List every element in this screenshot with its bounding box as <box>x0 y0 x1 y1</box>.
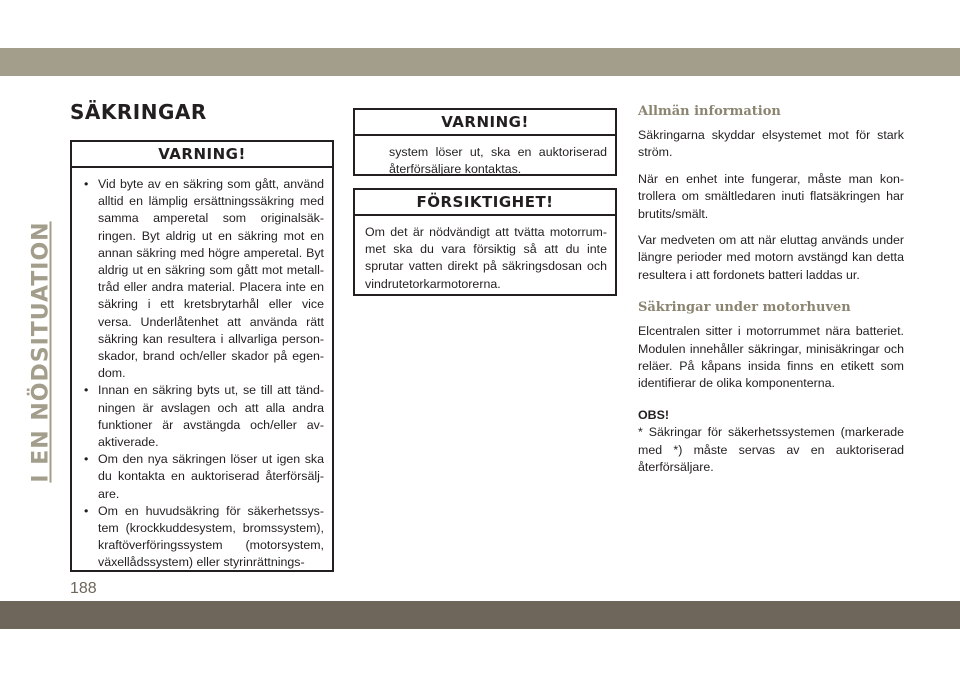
warning-item: • Vid byte av en säkring som gått, använd alltid en lämplig ersättningssäkring med samma amperetal som originalsäkringen. Byt aldrig ut en säkring mot en annan säkring med högre amperetal. Byt aldrig ut en säkring som gått mot metalltråd eller andra material. Placera inte en säkring i ett kretsbrytarhål eller vice versa. Underlåtenhet att använda rätt säkring kan resultera i allvarliga personskador, brand och/eller skador på egendom. <box>82 176 324 382</box>
section-title: SÄKRINGAR <box>70 100 207 124</box>
underhood-fuses-paragraph: Elcentralen sitter i motorrummet nära batteriet. Modulen innehåller säkringar, minisäkringar och reläer. På kåpans insida finns en etikett som identifierar de olika komponenterna. <box>638 324 904 391</box>
column-left <box>70 140 334 572</box>
warning-title: VARNING! <box>72 142 332 168</box>
general-info-paragraph: När en enhet inte fungerar, måste man kontrollera om smältledaren inuti flatsäkringen har brutits/smält. <box>638 171 904 221</box>
general-info-paragraph: Var medveten om att när eluttag används under längre perioder med motorn avstängd kan detta resultera i att fordonets batteri laddas ur. <box>638 233 904 282</box>
caution-text: Om det är nödvändigt att tvätta motorrummet ska du vara försiktig så att du inte sprutar vatten direkt på säkringsdosan och vindrutetorkarmotorerna. <box>365 225 607 291</box>
warning-item: • Om en huvudsäkring för säkerhetssystem (krockkuddesystem, bromssystem), kraftöverföringssystem (motorsystem, växellådssystem) eller styrinrättnings- <box>82 503 324 572</box>
warning-continued-title: VARNING! <box>355 110 615 136</box>
footer-band <box>0 601 960 629</box>
chapter-side-tab-label: I EN NÖDSITUATION <box>28 221 54 483</box>
general-info-paragraph: Säkringarna skyddar elsystemet mot för stark ström. <box>638 128 904 160</box>
column-right <box>638 104 904 486</box>
note-label: OBS! <box>638 407 669 422</box>
general-info-heading: Allmän information <box>638 104 781 119</box>
warning-list <box>82 176 324 572</box>
page-number: 188 <box>70 580 97 597</box>
header-band <box>0 48 960 76</box>
warning-item: • Om den nya säkringen löser ut igen ska du kontakta en auktoriserad återförsäljare. <box>82 451 324 503</box>
chapter-side-tab <box>28 106 54 598</box>
underhood-fuses-heading: Säkringar under motorhuven <box>638 300 851 316</box>
caution-title: FÖRSIKTIGHET! <box>355 190 615 216</box>
caution-box <box>353 188 617 296</box>
note-text: * Säkringar för säkerhetssystemen (markerade med *) måste servas av en auktoriserad återförsäljare. <box>638 425 904 475</box>
warning-continued-text: system löser ut, ska en auktoriserad återförsäljare kontaktas. <box>389 145 607 177</box>
column-middle <box>353 108 617 296</box>
warning-continued-box <box>353 108 617 176</box>
warning-item: • Innan en säkring byts ut, se till att tändningen är avslagen och att alla andra funktioner är avstängda och/eller avaktiverade. <box>82 382 324 451</box>
warning-box <box>70 140 334 572</box>
